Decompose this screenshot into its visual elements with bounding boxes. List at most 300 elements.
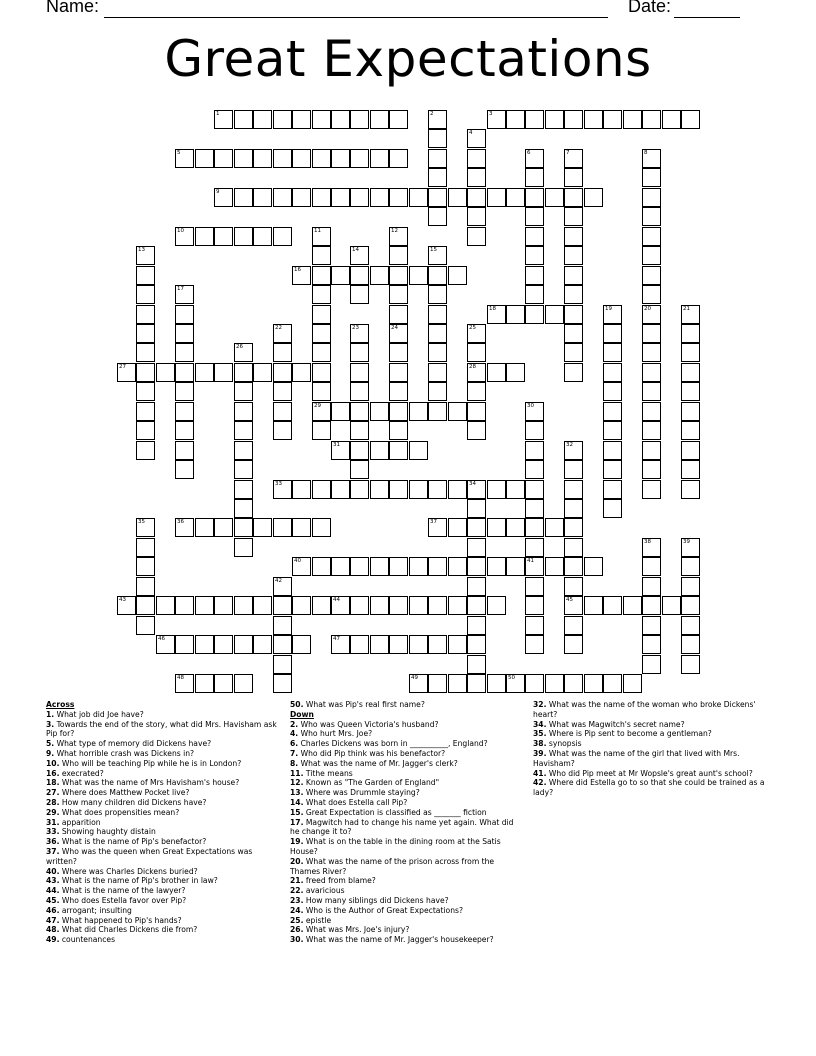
grid-cell[interactable] bbox=[273, 596, 292, 615]
grid-cell[interactable] bbox=[312, 421, 331, 440]
grid-cell[interactable] bbox=[487, 674, 506, 693]
grid-cell[interactable] bbox=[681, 635, 700, 654]
grid-cell[interactable] bbox=[448, 557, 467, 576]
grid-cell[interactable] bbox=[331, 635, 350, 654]
grid-cell[interactable] bbox=[584, 557, 603, 576]
grid-cell[interactable] bbox=[428, 363, 447, 382]
grid-cell[interactable] bbox=[214, 149, 233, 168]
grid-cell[interactable] bbox=[642, 635, 661, 654]
grid-cell[interactable] bbox=[253, 188, 272, 207]
grid-cell[interactable] bbox=[292, 110, 311, 129]
grid-cell[interactable] bbox=[428, 149, 447, 168]
grid-cell[interactable] bbox=[525, 421, 544, 440]
grid-cell[interactable] bbox=[642, 616, 661, 635]
grid-cell[interactable] bbox=[331, 110, 350, 129]
grid-cell[interactable] bbox=[331, 188, 350, 207]
grid-cell[interactable] bbox=[350, 285, 369, 304]
grid-cell[interactable] bbox=[681, 382, 700, 401]
grid-cell[interactable] bbox=[623, 596, 642, 615]
grid-cell[interactable] bbox=[195, 674, 214, 693]
grid-cell[interactable] bbox=[564, 518, 583, 537]
grid-cell[interactable] bbox=[253, 596, 272, 615]
grid-cell[interactable] bbox=[681, 596, 700, 615]
grid-cell[interactable] bbox=[350, 460, 369, 479]
grid-cell[interactable] bbox=[506, 674, 525, 693]
grid-cell[interactable] bbox=[175, 518, 194, 537]
grid-cell[interactable] bbox=[234, 635, 253, 654]
grid-cell[interactable] bbox=[564, 207, 583, 226]
grid-cell[interactable] bbox=[564, 246, 583, 265]
grid-cell[interactable] bbox=[234, 402, 253, 421]
grid-cell[interactable] bbox=[467, 324, 486, 343]
grid-cell[interactable] bbox=[564, 538, 583, 557]
grid-cell[interactable] bbox=[175, 305, 194, 324]
grid-cell[interactable] bbox=[350, 188, 369, 207]
grid-cell[interactable] bbox=[525, 246, 544, 265]
grid-cell[interactable] bbox=[409, 674, 428, 693]
grid-cell[interactable] bbox=[312, 557, 331, 576]
grid-cell[interactable] bbox=[642, 149, 661, 168]
grid-cell[interactable] bbox=[642, 110, 661, 129]
grid-cell[interactable] bbox=[312, 382, 331, 401]
grid-cell[interactable] bbox=[195, 635, 214, 654]
grid-cell[interactable] bbox=[273, 480, 292, 499]
grid-cell[interactable] bbox=[564, 266, 583, 285]
grid-cell[interactable] bbox=[234, 499, 253, 518]
grid-cell[interactable] bbox=[409, 480, 428, 499]
grid-cell[interactable] bbox=[234, 480, 253, 499]
grid-cell[interactable] bbox=[525, 149, 544, 168]
grid-cell[interactable] bbox=[428, 246, 447, 265]
grid-cell[interactable] bbox=[175, 635, 194, 654]
grid-cell[interactable] bbox=[312, 149, 331, 168]
grid-cell[interactable] bbox=[136, 577, 155, 596]
grid-cell[interactable] bbox=[603, 110, 622, 129]
grid-cell[interactable] bbox=[350, 343, 369, 362]
grid-cell[interactable] bbox=[312, 246, 331, 265]
grid-cell[interactable] bbox=[642, 305, 661, 324]
grid-cell[interactable] bbox=[195, 518, 214, 537]
grid-cell[interactable] bbox=[448, 480, 467, 499]
grid-cell[interactable] bbox=[273, 655, 292, 674]
grid-cell[interactable] bbox=[136, 596, 155, 615]
grid-cell[interactable] bbox=[603, 441, 622, 460]
grid-cell[interactable] bbox=[603, 305, 622, 324]
grid-cell[interactable] bbox=[428, 402, 447, 421]
grid-cell[interactable] bbox=[214, 596, 233, 615]
grid-cell[interactable] bbox=[428, 129, 447, 148]
grid-cell[interactable] bbox=[642, 538, 661, 557]
grid-cell[interactable] bbox=[428, 518, 447, 537]
grid-cell[interactable] bbox=[564, 635, 583, 654]
grid-cell[interactable] bbox=[136, 538, 155, 557]
grid-cell[interactable] bbox=[234, 227, 253, 246]
grid-cell[interactable] bbox=[506, 363, 525, 382]
grid-cell[interactable] bbox=[312, 596, 331, 615]
grid-cell[interactable] bbox=[603, 343, 622, 362]
grid-cell[interactable] bbox=[681, 616, 700, 635]
grid-cell[interactable] bbox=[331, 557, 350, 576]
grid-cell[interactable] bbox=[642, 266, 661, 285]
grid-cell[interactable] bbox=[448, 402, 467, 421]
grid-cell[interactable] bbox=[681, 110, 700, 129]
grid-cell[interactable] bbox=[525, 110, 544, 129]
grid-cell[interactable] bbox=[642, 343, 661, 362]
grid-cell[interactable] bbox=[389, 324, 408, 343]
grid-cell[interactable] bbox=[312, 402, 331, 421]
grid-cell[interactable] bbox=[525, 480, 544, 499]
grid-cell[interactable] bbox=[564, 168, 583, 187]
grid-cell[interactable] bbox=[409, 402, 428, 421]
grid-cell[interactable] bbox=[564, 441, 583, 460]
grid-cell[interactable] bbox=[350, 635, 369, 654]
grid-cell[interactable] bbox=[564, 674, 583, 693]
grid-cell[interactable] bbox=[642, 460, 661, 479]
grid-cell[interactable] bbox=[564, 596, 583, 615]
grid-cell[interactable] bbox=[292, 188, 311, 207]
grid-cell[interactable] bbox=[253, 227, 272, 246]
grid-cell[interactable] bbox=[136, 246, 155, 265]
grid-cell[interactable] bbox=[467, 343, 486, 362]
grid-cell[interactable] bbox=[234, 421, 253, 440]
grid-cell[interactable] bbox=[603, 460, 622, 479]
grid-cell[interactable] bbox=[136, 285, 155, 304]
grid-cell[interactable] bbox=[156, 596, 175, 615]
grid-cell[interactable] bbox=[681, 460, 700, 479]
grid-cell[interactable] bbox=[525, 518, 544, 537]
grid-cell[interactable] bbox=[428, 305, 447, 324]
grid-cell[interactable] bbox=[409, 188, 428, 207]
grid-cell[interactable] bbox=[545, 188, 564, 207]
grid-cell[interactable] bbox=[117, 596, 136, 615]
grid-cell[interactable] bbox=[525, 402, 544, 421]
grid-cell[interactable] bbox=[136, 616, 155, 635]
grid-cell[interactable] bbox=[603, 499, 622, 518]
grid-cell[interactable] bbox=[234, 596, 253, 615]
grid-cell[interactable] bbox=[428, 382, 447, 401]
grid-cell[interactable] bbox=[389, 421, 408, 440]
grid-cell[interactable] bbox=[584, 674, 603, 693]
grid-cell[interactable] bbox=[370, 110, 389, 129]
grid-cell[interactable] bbox=[681, 402, 700, 421]
grid-cell[interactable] bbox=[370, 635, 389, 654]
grid-cell[interactable] bbox=[331, 402, 350, 421]
grid-cell[interactable] bbox=[389, 305, 408, 324]
grid-cell[interactable] bbox=[584, 596, 603, 615]
grid-cell[interactable] bbox=[292, 149, 311, 168]
grid-cell[interactable] bbox=[428, 324, 447, 343]
grid-cell[interactable] bbox=[350, 266, 369, 285]
grid-cell[interactable] bbox=[389, 557, 408, 576]
grid-cell[interactable] bbox=[331, 149, 350, 168]
grid-cell[interactable] bbox=[273, 227, 292, 246]
grid-cell[interactable] bbox=[214, 635, 233, 654]
grid-cell[interactable] bbox=[195, 363, 214, 382]
grid-cell[interactable] bbox=[525, 577, 544, 596]
grid-cell[interactable] bbox=[253, 635, 272, 654]
grid-cell[interactable] bbox=[389, 363, 408, 382]
grid-cell[interactable] bbox=[370, 149, 389, 168]
grid-cell[interactable] bbox=[642, 557, 661, 576]
grid-cell[interactable] bbox=[642, 285, 661, 304]
grid-cell[interactable] bbox=[487, 557, 506, 576]
grid-cell[interactable] bbox=[467, 480, 486, 499]
grid-cell[interactable] bbox=[525, 596, 544, 615]
grid-cell[interactable] bbox=[273, 674, 292, 693]
grid-cell[interactable] bbox=[603, 674, 622, 693]
grid-cell[interactable] bbox=[564, 343, 583, 362]
grid-cell[interactable] bbox=[350, 596, 369, 615]
grid-cell[interactable] bbox=[506, 557, 525, 576]
grid-cell[interactable] bbox=[331, 480, 350, 499]
grid-cell[interactable] bbox=[525, 168, 544, 187]
grid-cell[interactable] bbox=[234, 538, 253, 557]
grid-cell[interactable] bbox=[564, 363, 583, 382]
grid-cell[interactable] bbox=[642, 188, 661, 207]
grid-cell[interactable] bbox=[428, 188, 447, 207]
grid-cell[interactable] bbox=[273, 188, 292, 207]
grid-cell[interactable] bbox=[370, 596, 389, 615]
grid-cell[interactable] bbox=[603, 363, 622, 382]
grid-cell[interactable] bbox=[428, 557, 447, 576]
grid-cell[interactable] bbox=[428, 168, 447, 187]
grid-cell[interactable] bbox=[331, 596, 350, 615]
grid-cell[interactable] bbox=[564, 149, 583, 168]
grid-cell[interactable] bbox=[370, 557, 389, 576]
grid-cell[interactable] bbox=[156, 363, 175, 382]
grid-cell[interactable] bbox=[642, 246, 661, 265]
grid-cell[interactable] bbox=[350, 246, 369, 265]
grid-cell[interactable] bbox=[214, 227, 233, 246]
grid-cell[interactable] bbox=[467, 129, 486, 148]
grid-cell[interactable] bbox=[312, 480, 331, 499]
grid-cell[interactable] bbox=[350, 382, 369, 401]
grid-cell[interactable] bbox=[214, 188, 233, 207]
grid-cell[interactable] bbox=[234, 674, 253, 693]
grid-cell[interactable] bbox=[350, 324, 369, 343]
grid-cell[interactable] bbox=[467, 149, 486, 168]
grid-cell[interactable] bbox=[175, 382, 194, 401]
grid-cell[interactable] bbox=[389, 110, 408, 129]
grid-cell[interactable] bbox=[117, 363, 136, 382]
grid-cell[interactable] bbox=[642, 363, 661, 382]
grid-cell[interactable] bbox=[525, 285, 544, 304]
grid-cell[interactable] bbox=[175, 343, 194, 362]
grid-cell[interactable] bbox=[467, 596, 486, 615]
grid-cell[interactable] bbox=[409, 266, 428, 285]
grid-cell[interactable] bbox=[623, 674, 642, 693]
grid-cell[interactable] bbox=[331, 266, 350, 285]
grid-cell[interactable] bbox=[253, 363, 272, 382]
grid-cell[interactable] bbox=[428, 674, 447, 693]
grid-cell[interactable] bbox=[136, 305, 155, 324]
grid-cell[interactable] bbox=[409, 596, 428, 615]
grid-cell[interactable] bbox=[350, 363, 369, 382]
grid-cell[interactable] bbox=[234, 382, 253, 401]
grid-cell[interactable] bbox=[467, 402, 486, 421]
grid-cell[interactable] bbox=[487, 188, 506, 207]
grid-cell[interactable] bbox=[525, 460, 544, 479]
grid-cell[interactable] bbox=[214, 674, 233, 693]
grid-cell[interactable] bbox=[312, 363, 331, 382]
grid-cell[interactable] bbox=[681, 363, 700, 382]
grid-cell[interactable] bbox=[214, 363, 233, 382]
grid-cell[interactable] bbox=[603, 324, 622, 343]
grid-cell[interactable] bbox=[175, 421, 194, 440]
grid-cell[interactable] bbox=[389, 480, 408, 499]
grid-cell[interactable] bbox=[370, 402, 389, 421]
grid-cell[interactable] bbox=[448, 518, 467, 537]
grid-cell[interactable] bbox=[156, 635, 175, 654]
grid-cell[interactable] bbox=[292, 635, 311, 654]
grid-cell[interactable] bbox=[603, 596, 622, 615]
grid-cell[interactable] bbox=[506, 305, 525, 324]
grid-cell[interactable] bbox=[564, 285, 583, 304]
grid-cell[interactable] bbox=[389, 382, 408, 401]
grid-cell[interactable] bbox=[525, 538, 544, 557]
grid-cell[interactable] bbox=[273, 402, 292, 421]
grid-cell[interactable] bbox=[389, 441, 408, 460]
grid-cell[interactable] bbox=[389, 188, 408, 207]
grid-cell[interactable] bbox=[234, 460, 253, 479]
grid-cell[interactable] bbox=[448, 188, 467, 207]
grid-cell[interactable] bbox=[136, 324, 155, 343]
grid-cell[interactable] bbox=[467, 227, 486, 246]
grid-cell[interactable] bbox=[175, 227, 194, 246]
grid-cell[interactable] bbox=[564, 227, 583, 246]
grid-cell[interactable] bbox=[136, 441, 155, 460]
grid-cell[interactable] bbox=[273, 363, 292, 382]
grid-cell[interactable] bbox=[175, 674, 194, 693]
grid-cell[interactable] bbox=[175, 149, 194, 168]
grid-cell[interactable] bbox=[273, 343, 292, 362]
grid-cell[interactable] bbox=[136, 518, 155, 537]
grid-cell[interactable] bbox=[273, 382, 292, 401]
grid-cell[interactable] bbox=[350, 421, 369, 440]
grid-cell[interactable] bbox=[234, 518, 253, 537]
grid-cell[interactable] bbox=[506, 188, 525, 207]
grid-cell[interactable] bbox=[487, 363, 506, 382]
grid-cell[interactable] bbox=[545, 305, 564, 324]
grid-cell[interactable] bbox=[467, 421, 486, 440]
grid-cell[interactable] bbox=[506, 110, 525, 129]
grid-cell[interactable] bbox=[389, 635, 408, 654]
grid-cell[interactable] bbox=[623, 110, 642, 129]
grid-cell[interactable] bbox=[525, 188, 544, 207]
grid-cell[interactable] bbox=[487, 305, 506, 324]
grid-cell[interactable] bbox=[564, 480, 583, 499]
grid-cell[interactable] bbox=[467, 655, 486, 674]
grid-cell[interactable] bbox=[564, 110, 583, 129]
grid-cell[interactable] bbox=[545, 110, 564, 129]
grid-cell[interactable] bbox=[525, 227, 544, 246]
grid-cell[interactable] bbox=[389, 402, 408, 421]
grid-cell[interactable] bbox=[312, 110, 331, 129]
grid-cell[interactable] bbox=[273, 635, 292, 654]
grid-cell[interactable] bbox=[175, 596, 194, 615]
grid-cell[interactable] bbox=[681, 538, 700, 557]
grid-cell[interactable] bbox=[350, 480, 369, 499]
grid-cell[interactable] bbox=[681, 480, 700, 499]
grid-cell[interactable] bbox=[273, 518, 292, 537]
grid-cell[interactable] bbox=[467, 207, 486, 226]
grid-cell[interactable] bbox=[312, 324, 331, 343]
grid-cell[interactable] bbox=[642, 421, 661, 440]
grid-cell[interactable] bbox=[642, 207, 661, 226]
grid-cell[interactable] bbox=[175, 285, 194, 304]
grid-cell[interactable] bbox=[564, 577, 583, 596]
grid-cell[interactable] bbox=[389, 227, 408, 246]
grid-cell[interactable] bbox=[642, 382, 661, 401]
grid-cell[interactable] bbox=[214, 110, 233, 129]
grid-cell[interactable] bbox=[681, 305, 700, 324]
grid-cell[interactable] bbox=[525, 557, 544, 576]
grid-cell[interactable] bbox=[409, 635, 428, 654]
grid-cell[interactable] bbox=[136, 343, 155, 362]
grid-cell[interactable] bbox=[370, 188, 389, 207]
grid-cell[interactable] bbox=[389, 266, 408, 285]
grid-cell[interactable] bbox=[642, 441, 661, 460]
grid-cell[interactable] bbox=[253, 110, 272, 129]
grid-cell[interactable] bbox=[681, 577, 700, 596]
grid-cell[interactable] bbox=[234, 188, 253, 207]
grid-cell[interactable] bbox=[642, 168, 661, 187]
grid-cell[interactable] bbox=[292, 518, 311, 537]
grid-cell[interactable] bbox=[428, 343, 447, 362]
grid-cell[interactable] bbox=[467, 616, 486, 635]
grid-cell[interactable] bbox=[642, 577, 661, 596]
grid-cell[interactable] bbox=[506, 480, 525, 499]
grid-cell[interactable] bbox=[136, 557, 155, 576]
grid-cell[interactable] bbox=[214, 518, 233, 537]
grid-cell[interactable] bbox=[525, 499, 544, 518]
grid-cell[interactable] bbox=[525, 635, 544, 654]
grid-cell[interactable] bbox=[428, 266, 447, 285]
grid-cell[interactable] bbox=[428, 635, 447, 654]
grid-cell[interactable] bbox=[292, 596, 311, 615]
grid-cell[interactable] bbox=[428, 207, 447, 226]
grid-cell[interactable] bbox=[681, 324, 700, 343]
grid-cell[interactable] bbox=[428, 596, 447, 615]
grid-cell[interactable] bbox=[448, 596, 467, 615]
grid-cell[interactable] bbox=[234, 149, 253, 168]
grid-cell[interactable] bbox=[370, 480, 389, 499]
grid-cell[interactable] bbox=[312, 227, 331, 246]
grid-cell[interactable] bbox=[292, 557, 311, 576]
grid-cell[interactable] bbox=[525, 266, 544, 285]
grid-cell[interactable] bbox=[467, 518, 486, 537]
grid-cell[interactable] bbox=[467, 577, 486, 596]
grid-cell[interactable] bbox=[525, 441, 544, 460]
grid-cell[interactable] bbox=[331, 441, 350, 460]
grid-cell[interactable] bbox=[136, 363, 155, 382]
grid-cell[interactable] bbox=[467, 499, 486, 518]
grid-cell[interactable] bbox=[136, 382, 155, 401]
grid-cell[interactable] bbox=[642, 402, 661, 421]
grid-cell[interactable] bbox=[312, 188, 331, 207]
grid-cell[interactable] bbox=[681, 421, 700, 440]
grid-cell[interactable] bbox=[584, 110, 603, 129]
grid-cell[interactable] bbox=[195, 227, 214, 246]
grid-cell[interactable] bbox=[662, 596, 681, 615]
grid-cell[interactable] bbox=[370, 441, 389, 460]
grid-cell[interactable] bbox=[136, 402, 155, 421]
grid-cell[interactable] bbox=[175, 460, 194, 479]
grid-cell[interactable] bbox=[448, 266, 467, 285]
grid-cell[interactable] bbox=[234, 343, 253, 362]
grid-cell[interactable] bbox=[195, 596, 214, 615]
grid-cell[interactable] bbox=[175, 441, 194, 460]
